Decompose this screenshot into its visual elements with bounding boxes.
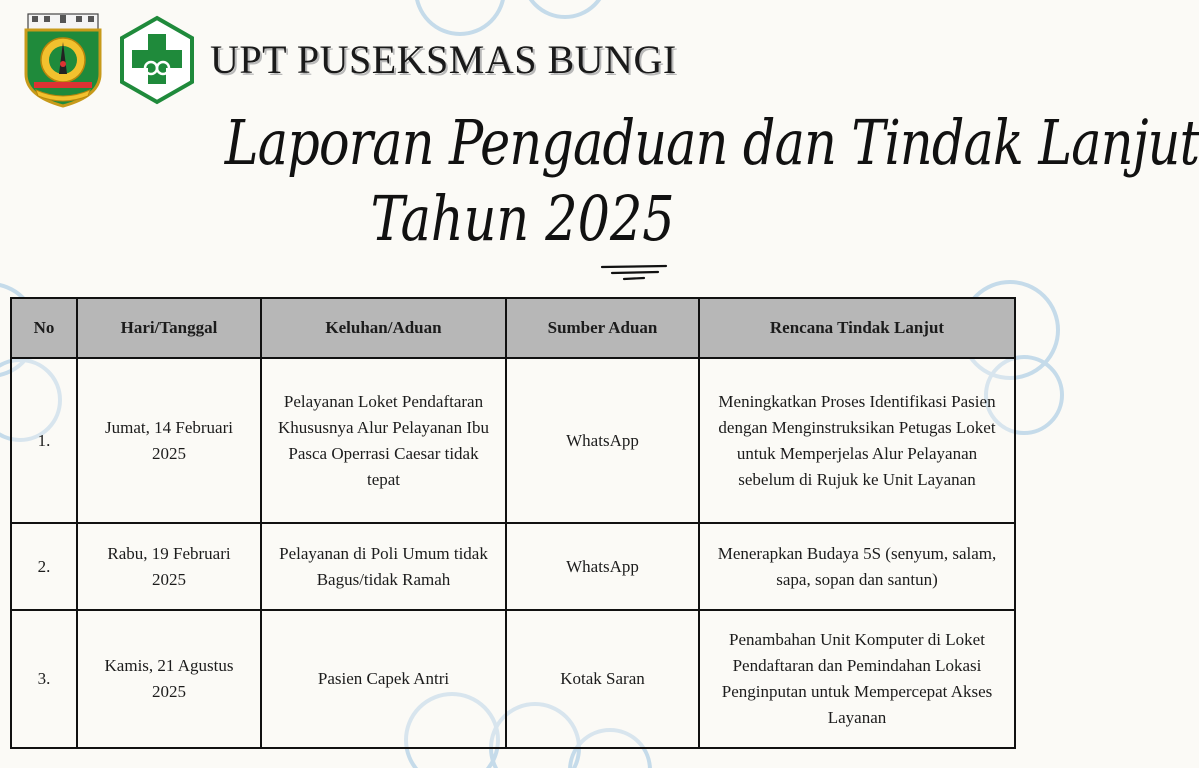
title-underline-flourish [600,262,670,282]
column-header-source: Sumber Aduan [506,298,699,358]
cell-date: Jumat, 14 Februari 2025 [77,358,261,523]
cell-complaint: Pasien Capek Antri [261,610,506,748]
table-row [11,523,1015,610]
cell-complaint: Pelayanan Loket Pendaftaran Khususnya Alur Pelayanan Ibu Pasca Operrasi Caesar tidak tepat [261,358,506,523]
organization-name: UPT PUSEKSMAS BUNGI [210,37,677,82]
cell-no: 2. [11,523,77,610]
table-row [11,610,1015,748]
column-header-complaint: Keluhan/Aduan [261,298,506,358]
cell-plan: Menerapkan Budaya 5S (senyum, salam, sapa, sopan dan santun) [699,523,1015,610]
cell-date: Rabu, 19 Februari 2025 [77,523,261,610]
page-header [0,0,1199,290]
cell-source: WhatsApp [506,358,699,523]
column-header-no: No [11,298,77,358]
cell-no: 3. [11,610,77,748]
table-row [11,358,1015,523]
column-header-date: Hari/Tanggal [77,298,261,358]
table-header-row [11,298,1015,358]
cell-date: Kamis, 21 Agustus 2025 [77,610,261,748]
cell-no: 1. [11,358,77,523]
puskesmas-cross-logo-icon [118,16,196,104]
column-header-plan: Rencana Tindak Lanjut [699,298,1015,358]
cell-plan: Meningkatkan Proses Identifikasi Pasien dengan Menginstruksikan Petugas Loket untuk Memperjelas Alur Pelayanan sebelum di Rujuk ke Unit Layanan [699,358,1015,523]
cell-source: WhatsApp [506,523,699,610]
cell-plan: Penambahan Unit Komputer di Loket Pendaftaran dan Pemindahan Lokasi Penginputan untuk Mempercepat Akses Layanan [699,610,1015,748]
kabupaten-emblem-icon [22,12,104,108]
cell-source: Kotak Saran [506,610,699,748]
report-year-title: Tahun 2025 [370,182,675,255]
cell-complaint: Pelayanan di Poli Umum tidak Bagus/tidak Ramah [261,523,506,610]
complaint-report-table [10,297,1016,749]
report-title: Laporan Pengaduan dan Tindak Lanjut [224,106,1199,179]
